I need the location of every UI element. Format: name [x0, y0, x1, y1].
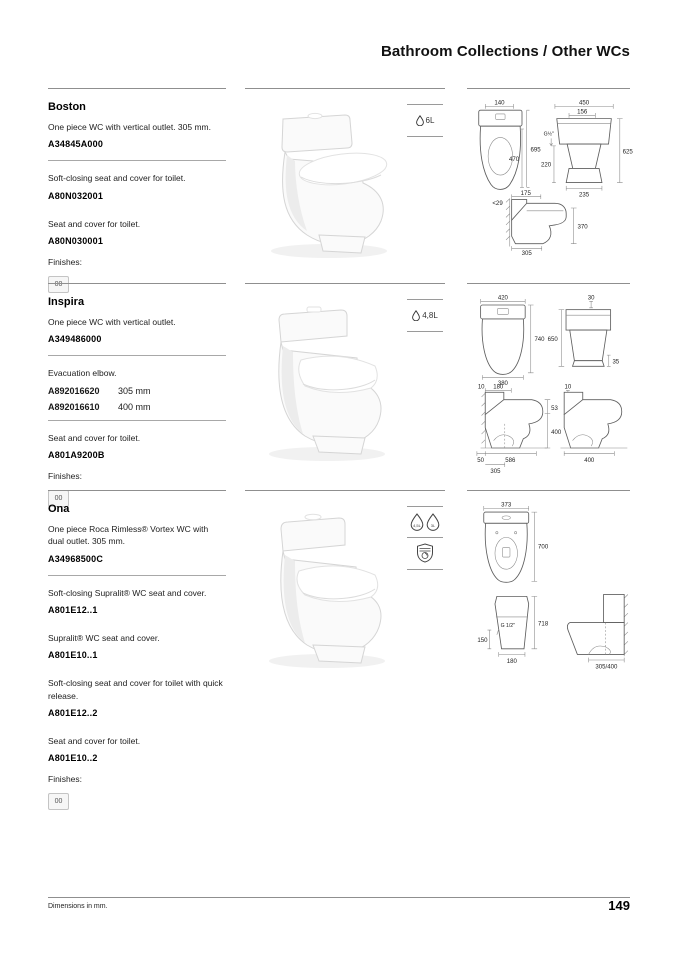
elbow-code: A892016620: [48, 385, 100, 396]
dim-label: 220: [540, 161, 552, 169]
dim-label: 370: [577, 223, 588, 231]
product-name: Inspira: [48, 296, 85, 308]
divider: [48, 355, 226, 356]
dim-label: 30: [587, 295, 595, 302]
dim-label: 700: [538, 543, 549, 551]
elbow-option-row: [48, 386, 226, 396]
accessory-description: Supralit® WC seat and cover.: [48, 632, 160, 643]
water-drop-icon: [426, 513, 440, 531]
boston-image-column: [245, 88, 445, 283]
boston-flush-icon-block: [407, 104, 443, 137]
dim-label: 470: [508, 155, 520, 163]
page-title: Bathroom Collections / Other WCs: [380, 43, 630, 60]
dim-label: 625: [622, 148, 633, 156]
flush-volume-label: 6L: [425, 116, 435, 125]
accessory-description: Seat and cover for toilet.: [48, 432, 141, 443]
boston-text-column: [48, 88, 226, 293]
dim-label: 35: [612, 359, 620, 366]
dim-label: 180: [506, 657, 517, 665]
accessory-code: A801A9200B: [48, 449, 105, 460]
elbow-description: Evacuation elbow.: [48, 368, 117, 379]
dim-label: 305: [490, 469, 501, 474]
product-description: One piece WC with vertical outlet. 305 mm.: [48, 122, 211, 132]
accessory-description: Seat and cover for toilet.: [48, 218, 141, 229]
dim-label: <29: [492, 200, 503, 208]
accessory-code: A801E12..2: [48, 707, 98, 718]
dim-label: 305/400: [595, 663, 618, 671]
product-name: Boston: [48, 101, 86, 113]
product-code: A34968500C: [48, 553, 104, 564]
dim-label: 235: [578, 191, 590, 199]
ona-text-column: [48, 490, 226, 810]
dim-label: 180: [493, 384, 504, 391]
dim-label: 373: [501, 501, 512, 509]
dim-label: 175: [520, 189, 531, 197]
product-section-ona: [48, 490, 630, 806]
inspira-technical-drawing: [467, 292, 640, 474]
finishes-label: Finishes:: [48, 774, 83, 785]
flush-volume-label: 4,8L: [422, 311, 438, 320]
ona-flush-icon-block: [407, 506, 443, 570]
dim-label: 140: [494, 99, 505, 107]
dim-label: 740: [534, 337, 545, 344]
boston-product-photo: [249, 99, 407, 267]
accessory-code: A801E10..2: [48, 753, 98, 764]
elbow-size: 305 mm: [118, 385, 151, 396]
finishes-label: Finishes:: [48, 470, 83, 481]
accessory-description: Soft-closing seat and cover for toilet.: [48, 173, 186, 184]
elbow-code: A892016610: [48, 401, 100, 412]
product-description: One piece WC with vertical outlet.: [48, 317, 176, 327]
footer-rule: [48, 897, 630, 898]
dim-label: 695: [530, 146, 541, 154]
product-code: A349486000: [48, 334, 102, 345]
inspira-drawings-column: [467, 283, 630, 474]
dim-label: 586: [505, 457, 516, 464]
product-section-inspira: [48, 283, 630, 502]
divider: [48, 575, 226, 576]
dim-label: G 1/2": [500, 623, 515, 630]
dim-label: 305: [521, 250, 532, 255]
dim-label: 10: [477, 384, 485, 391]
accessory-description: Seat and cover for toilet.: [48, 735, 141, 746]
accessory-code: A80N030001: [48, 235, 104, 246]
accessory-code: A80N032001: [48, 190, 104, 201]
divider: [48, 420, 226, 421]
accessory-description: Soft-closing Supralit® WC seat and cover.: [48, 587, 207, 598]
dim-label: 400: [551, 430, 562, 437]
water-drop-icon: [410, 513, 424, 531]
water-drop-icon: [416, 115, 424, 126]
dim-label: 150: [477, 637, 488, 645]
product-description: One piece Roca Rimless® Vortex WC with dual outlet. 305 mm.: [48, 524, 209, 547]
dim-label: G½": [543, 131, 554, 138]
product-name: Ona: [48, 503, 70, 515]
product-section-boston: [48, 88, 633, 288]
product-code: A34845A000: [48, 139, 104, 150]
finishes-label: Finishes:: [48, 256, 83, 267]
dim-label: 380: [497, 380, 508, 387]
ona-product-photo: [249, 501, 407, 679]
accessory-code: A801E10..1: [48, 650, 98, 661]
dim-label: 156: [577, 108, 588, 116]
accessory-code: A801E12..1: [48, 604, 98, 615]
dim-label: 718: [538, 620, 549, 628]
finish-chip: 00: [48, 490, 69, 507]
ona-drawings-column: [467, 490, 630, 675]
finish-chip: 00: [48, 276, 69, 293]
dim-label: 650: [547, 337, 558, 344]
ona-image-column: [245, 490, 445, 775]
dim-label: 53: [551, 405, 558, 412]
inspira-text-column: [48, 283, 226, 507]
page-number: 149: [608, 898, 630, 913]
dim-label: 420: [497, 295, 508, 302]
ona-technical-drawing: [467, 499, 640, 675]
divider: [48, 160, 226, 161]
inspira-image-column: [245, 283, 445, 490]
dim-label: 450: [578, 99, 590, 107]
boston-drawings-column: [467, 88, 633, 255]
accessory-description: Soft-closing seat and cover for toilet with quick release.: [48, 678, 223, 701]
flush-volume-label: 3L: [430, 523, 436, 528]
boston-technical-drawing: [467, 97, 640, 255]
elbow-size: 400 mm: [118, 401, 151, 412]
flush-volume-label: 4,5L: [413, 523, 421, 528]
dim-label: 50: [477, 457, 484, 464]
dimensions-note: Dimensions in mm.: [48, 903, 108, 910]
dim-label: 400: [584, 457, 595, 464]
inspira-product-photo: [249, 294, 407, 472]
inspira-flush-icon-block: [407, 299, 443, 332]
water-drop-icon: [412, 310, 420, 321]
vortex-shield-icon: [416, 543, 434, 563]
elbow-option-row: [48, 402, 226, 412]
dim-label: 10: [564, 384, 572, 391]
finish-chip: 00: [48, 793, 69, 810]
